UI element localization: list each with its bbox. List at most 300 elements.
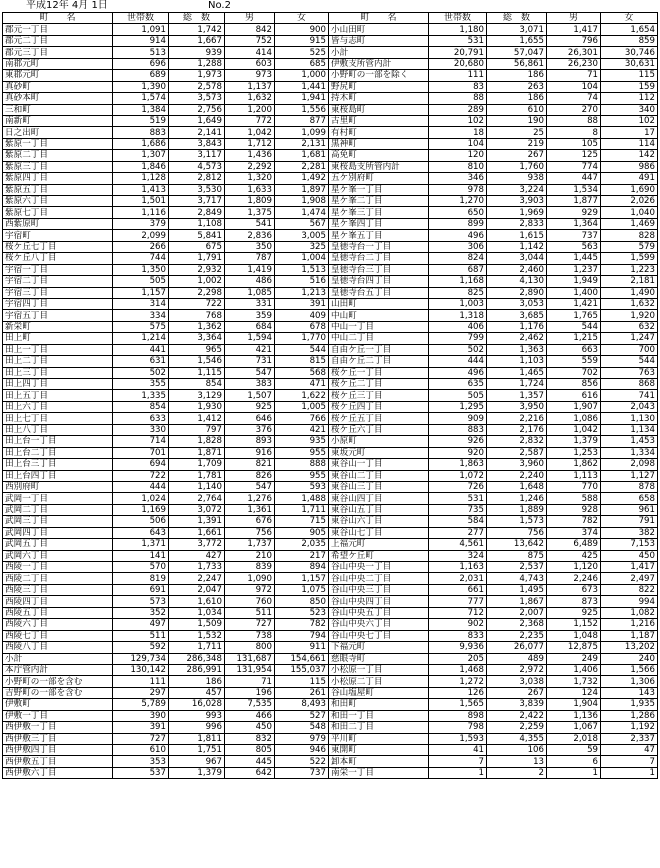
town-name-cell: 田上台三丁目 [3, 459, 113, 470]
town-name-cell: 伊敷町 [3, 699, 113, 710]
value-cell: 1,770 [275, 333, 329, 344]
value-cell: 159 [601, 81, 658, 92]
value-cell: 421 [225, 344, 275, 355]
value-cell: 340 [601, 104, 658, 115]
table-row [3, 676, 658, 687]
value-cell: 1,371 [113, 539, 169, 550]
value-cell: 3,364 [169, 333, 225, 344]
value-cell: 815 [275, 356, 329, 367]
town-name-cell: 宇宿二丁目 [3, 276, 113, 287]
value-cell: 715 [275, 516, 329, 527]
value-cell: 3,044 [487, 253, 547, 264]
value-cell: 2,047 [169, 584, 225, 595]
town-name-cell: 星ケ峯五丁目 [329, 230, 429, 241]
value-cell: 2,462 [487, 333, 547, 344]
value-cell: 2,246 [547, 573, 601, 584]
value-cell: 4,561 [429, 539, 487, 550]
table-row [3, 527, 658, 538]
value-cell: 633 [113, 413, 169, 424]
value-cell: 1,809 [225, 196, 275, 207]
value-cell: 457 [169, 687, 225, 698]
value-cell: 497 [113, 619, 169, 630]
value-cell: 610 [113, 745, 169, 756]
value-cell: 3,573 [169, 93, 225, 104]
value-cell: 2,098 [601, 459, 658, 470]
value-cell: 16,028 [169, 699, 225, 710]
value-cell: 47 [601, 745, 658, 756]
table-row [3, 413, 658, 424]
value-cell: 114 [601, 138, 658, 149]
table-row [3, 767, 658, 778]
value-cell: 1,599 [601, 253, 658, 264]
table-row [3, 470, 658, 481]
value-cell: 3,717 [169, 196, 225, 207]
value-cell: 1,436 [225, 150, 275, 161]
value-cell: 559 [547, 356, 601, 367]
value-cell: 2,832 [487, 436, 547, 447]
value-cell: 2,292 [225, 161, 275, 172]
value-cell: 2,578 [169, 81, 225, 92]
table-row [3, 630, 658, 641]
value-cell: 1,811 [169, 733, 225, 744]
town-name-cell: 宇宿五丁目 [3, 310, 113, 321]
value-cell: 1,168 [429, 276, 487, 287]
value-cell: 1,379 [169, 767, 225, 778]
value-cell: 920 [429, 447, 487, 458]
value-cell: 915 [275, 35, 329, 46]
value-cell: 1,042 [547, 424, 601, 435]
value-cell: 603 [225, 58, 275, 69]
value-cell: 1,048 [547, 630, 601, 641]
town-name-cell: 西陵一丁目 [3, 562, 113, 573]
value-cell: 8,493 [275, 699, 329, 710]
value-cell: 2,849 [169, 207, 225, 218]
value-cell: 824 [429, 253, 487, 264]
value-cell: 926 [429, 436, 487, 447]
value-cell: 791 [601, 516, 658, 527]
town-name-cell: 星ケ峯四丁目 [329, 218, 429, 229]
table-row [3, 321, 658, 332]
value-cell: 1,737 [225, 539, 275, 550]
value-cell: 115 [275, 676, 329, 687]
town-name-cell: 宇宿町 [3, 230, 113, 241]
value-cell: 2,131 [275, 138, 329, 149]
value-cell: 1,362 [169, 321, 225, 332]
value-cell: 967 [169, 756, 225, 767]
value-cell: 563 [547, 241, 601, 252]
value-cell: 965 [169, 344, 225, 355]
value-cell: 548 [275, 722, 329, 733]
value-cell: 676 [225, 516, 275, 527]
value-cell: 1,406 [547, 664, 601, 675]
table-row [3, 550, 658, 561]
value-cell: 2,812 [169, 173, 225, 184]
value-cell: 20,791 [429, 47, 487, 58]
value-cell: 756 [487, 527, 547, 538]
value-cell: 210 [225, 550, 275, 561]
value-cell: 1,649 [169, 115, 225, 126]
value-cell: 994 [601, 596, 658, 607]
value-cell: 57,047 [487, 47, 547, 58]
value-cell: 1,357 [487, 390, 547, 401]
town-name-cell: 南栄一丁目 [329, 767, 429, 778]
value-cell: 105 [547, 138, 601, 149]
value-cell: 961 [601, 504, 658, 515]
column-header-row [3, 13, 658, 24]
town-name-cell: 田上八丁目 [3, 424, 113, 435]
value-cell: 1,247 [601, 333, 658, 344]
town-name-cell: 小野町の一部を含む [3, 676, 113, 687]
value-cell: 575 [113, 321, 169, 332]
town-name-cell: 真砂本町 [3, 93, 113, 104]
value-cell: 104 [547, 81, 601, 92]
town-name-cell: 西陵六丁目 [3, 619, 113, 630]
value-cell: 756 [225, 527, 275, 538]
value-cell: 425 [547, 550, 601, 561]
value-cell: 996 [169, 722, 225, 733]
value-cell: 1,417 [601, 562, 658, 573]
town-name-cell: 宇宿一丁目 [3, 264, 113, 275]
value-cell: 678 [275, 321, 329, 332]
value-cell: 1,862 [547, 459, 601, 470]
town-name-cell: 中山町 [329, 310, 429, 321]
value-cell: 8 [547, 127, 601, 138]
value-cell: 1,930 [169, 401, 225, 412]
value-cell: 916 [225, 447, 275, 458]
table-row [3, 562, 658, 573]
value-cell: 445 [225, 756, 275, 767]
town-name-cell: 星ケ峯二丁目 [329, 196, 429, 207]
value-cell: 1,760 [487, 161, 547, 172]
value-cell: 859 [601, 35, 658, 46]
town-name-cell: 下福元町 [329, 642, 429, 653]
value-cell: 541 [225, 218, 275, 229]
value-cell: 1,742 [169, 24, 225, 35]
value-cell: 3,129 [169, 390, 225, 401]
value-cell: 9,936 [429, 642, 487, 653]
value-cell: 2,141 [169, 127, 225, 138]
value-cell: 131,687 [225, 653, 275, 664]
value-cell: 1,791 [169, 253, 225, 264]
value-cell: 854 [169, 379, 225, 390]
value-cell: 502 [429, 344, 487, 355]
town-name-cell: 南郡元町 [3, 58, 113, 69]
value-cell: 2,240 [487, 470, 547, 481]
value-cell: 4,573 [169, 161, 225, 172]
value-cell: 825 [429, 287, 487, 298]
value-cell: 766 [275, 413, 329, 424]
town-name-cell: 伊敷支所管内計 [329, 58, 429, 69]
value-cell: 544 [601, 356, 658, 367]
value-cell: 2,281 [275, 161, 329, 172]
town-name-cell: 紫原五丁目 [3, 184, 113, 195]
value-cell: 592 [113, 642, 169, 653]
value-cell: 406 [429, 321, 487, 332]
value-cell: 1,492 [275, 173, 329, 184]
value-cell: 3,071 [487, 24, 547, 35]
table-row [3, 653, 658, 664]
value-cell: 5,841 [169, 230, 225, 241]
value-cell: 1,969 [487, 207, 547, 218]
value-cell: 643 [113, 527, 169, 538]
value-cell: 1,661 [169, 527, 225, 538]
value-cell: 297 [113, 687, 169, 698]
town-name-cell: 田上町 [3, 333, 113, 344]
table-row [3, 310, 658, 321]
value-cell: 972 [225, 584, 275, 595]
col-header: 男 [547, 13, 601, 24]
value-cell: 1,711 [169, 642, 225, 653]
town-name-cell: 皇徳寺台五丁目 [329, 287, 429, 298]
value-cell: 30,631 [601, 58, 658, 69]
town-name-cell: 田上二丁目 [3, 356, 113, 367]
value-cell: 1,288 [169, 58, 225, 69]
value-cell: 1,391 [169, 516, 225, 527]
value-cell: 2,836 [225, 230, 275, 241]
value-cell: 1,690 [601, 184, 658, 195]
value-cell: 1,390 [113, 81, 169, 92]
value-cell: 1,075 [275, 584, 329, 595]
value-cell: 1,412 [169, 413, 225, 424]
value-cell: 1,488 [275, 493, 329, 504]
value-cell: 240 [601, 653, 658, 664]
value-cell: 900 [275, 24, 329, 35]
value-cell: 3,053 [487, 298, 547, 309]
value-cell: 722 [169, 298, 225, 309]
value-cell: 899 [429, 218, 487, 229]
value-cell: 1,072 [429, 470, 487, 481]
value-cell: 1,270 [429, 196, 487, 207]
town-name-cell: 自由ケ丘二丁目 [329, 356, 429, 367]
table-row [3, 573, 658, 584]
value-cell: 1,417 [547, 24, 601, 35]
value-cell: 1,115 [169, 367, 225, 378]
value-cell: 7 [601, 756, 658, 767]
table-row [3, 104, 658, 115]
value-cell: 986 [601, 161, 658, 172]
value-cell: 3,072 [169, 504, 225, 515]
value-cell: 929 [547, 207, 601, 218]
town-name-cell: 田上五丁目 [3, 390, 113, 401]
value-cell: 752 [225, 35, 275, 46]
value-cell: 18 [429, 127, 487, 138]
value-cell: 1,163 [429, 562, 487, 573]
value-cell: 1,907 [547, 401, 601, 412]
col-header: 町 名 [3, 13, 113, 24]
value-cell: 1,610 [169, 596, 225, 607]
value-cell: 334 [113, 310, 169, 321]
value-cell: 427 [169, 550, 225, 561]
value-cell: 661 [429, 584, 487, 595]
value-cell: 217 [275, 550, 329, 561]
value-cell: 126 [429, 687, 487, 698]
value-cell: 684 [225, 321, 275, 332]
value-cell: 325 [275, 241, 329, 252]
town-name-cell: 西伊敷六丁目 [3, 767, 113, 778]
value-cell: 511 [113, 630, 169, 641]
value-cell: 894 [275, 562, 329, 573]
town-name-cell: 皇徳寺台三丁目 [329, 264, 429, 275]
town-name-cell: 紫原七丁目 [3, 207, 113, 218]
value-cell: 1,120 [547, 562, 601, 573]
town-name-cell: 伊敷一丁目 [3, 710, 113, 721]
town-name-cell: 小山田町 [329, 24, 429, 35]
value-cell: 130,142 [113, 664, 169, 675]
value-cell: 522 [275, 756, 329, 767]
town-name-cell: 三和町 [3, 104, 113, 115]
town-name-cell: 黒神町 [329, 138, 429, 149]
value-cell: 973 [225, 70, 275, 81]
value-cell: 531 [429, 493, 487, 504]
value-cell: 828 [601, 230, 658, 241]
value-cell: 939 [169, 47, 225, 58]
value-cell: 2,337 [601, 733, 658, 744]
town-name-cell: 東谷山五丁目 [329, 504, 429, 515]
value-cell: 71 [547, 70, 601, 81]
value-cell: 1,137 [225, 81, 275, 92]
value-cell: 579 [601, 241, 658, 252]
town-name-cell: 谷山中央二丁目 [329, 573, 429, 584]
value-cell: 444 [429, 356, 487, 367]
town-name-cell: 武岡六丁目 [3, 550, 113, 561]
value-cell: 391 [275, 298, 329, 309]
town-name-cell: 西陵八丁目 [3, 642, 113, 653]
value-cell: 993 [169, 710, 225, 721]
value-cell: 1,724 [487, 379, 547, 390]
value-cell: 1,712 [225, 138, 275, 149]
value-cell: 289 [429, 104, 487, 115]
value-cell: 1,272 [429, 676, 487, 687]
town-name-cell: 西陵二丁目 [3, 573, 113, 584]
value-cell: 873 [547, 596, 601, 607]
value-cell: 1,003 [429, 298, 487, 309]
value-cell: 1,941 [275, 93, 329, 104]
town-name-cell: 小野町の一部を除く [329, 70, 429, 81]
value-cell: 519 [113, 115, 169, 126]
town-name-cell: 紫原二丁目 [3, 150, 113, 161]
value-cell: 768 [169, 310, 225, 321]
value-cell: 26,077 [487, 642, 547, 653]
value-cell: 26,230 [547, 58, 601, 69]
town-name-cell: 郡元一丁目 [3, 24, 113, 35]
value-cell: 1,513 [275, 264, 329, 275]
value-cell: 2,972 [487, 664, 547, 675]
town-name-cell: 東谷山三丁目 [329, 481, 429, 492]
value-cell: 1,157 [275, 573, 329, 584]
value-cell: 760 [225, 596, 275, 607]
town-name-cell: 西陵七丁目 [3, 630, 113, 641]
table-row [3, 58, 658, 69]
value-cell: 3,530 [169, 184, 225, 195]
value-cell: 567 [275, 218, 329, 229]
value-cell: 1,501 [113, 196, 169, 207]
value-cell: 826 [225, 470, 275, 481]
value-cell: 1,655 [487, 35, 547, 46]
town-name-cell: 星ケ峯一丁目 [329, 184, 429, 195]
town-name-cell: 桜ケ丘四丁目 [329, 401, 429, 412]
value-cell: 868 [601, 379, 658, 390]
table-row [3, 642, 658, 653]
value-cell: 770 [547, 481, 601, 492]
value-cell: 819 [113, 573, 169, 584]
value-cell: 787 [225, 253, 275, 264]
value-cell: 379 [113, 218, 169, 229]
value-cell: 1,099 [275, 127, 329, 138]
value-cell: 1,574 [113, 93, 169, 104]
value-cell: 1,573 [487, 516, 547, 527]
value-cell: 1,286 [601, 710, 658, 721]
value-cell: 391 [113, 722, 169, 733]
value-cell: 155,037 [275, 664, 329, 675]
value-cell: 421 [275, 424, 329, 435]
town-name-cell: 西陵四丁目 [3, 596, 113, 607]
col-header: 世帯数 [429, 13, 487, 24]
town-name-cell: 西紫原町 [3, 218, 113, 229]
value-cell: 925 [225, 401, 275, 412]
value-cell: 71 [225, 676, 275, 687]
value-cell: 1,732 [547, 676, 601, 687]
town-name-cell: 宇宿四丁目 [3, 298, 113, 309]
table-row [3, 504, 658, 515]
value-cell: 782 [275, 619, 329, 630]
value-cell: 12,875 [547, 642, 601, 653]
value-cell: 1,034 [169, 607, 225, 618]
value-cell: 112 [601, 93, 658, 104]
town-name-cell: 武岡四丁目 [3, 527, 113, 538]
town-name-cell: 東桜島支所管内計 [329, 161, 429, 172]
value-cell: 955 [275, 470, 329, 481]
value-cell: 1,846 [113, 161, 169, 172]
value-cell: 1,000 [275, 70, 329, 81]
table-row [3, 607, 658, 618]
value-cell: 143 [601, 687, 658, 698]
town-name-cell: 谷山中央三丁目 [329, 584, 429, 595]
town-name-cell: 中山二丁目 [329, 333, 429, 344]
value-cell: 324 [429, 550, 487, 561]
table-row [3, 150, 658, 161]
value-cell: 190 [487, 115, 547, 126]
town-name-cell: 田上三丁目 [3, 367, 113, 378]
value-cell: 738 [225, 630, 275, 641]
town-name-cell: 小計 [3, 653, 113, 664]
value-cell: 1 [547, 767, 601, 778]
table-row [3, 379, 658, 390]
table-row [3, 230, 658, 241]
value-cell: 1,867 [487, 596, 547, 607]
value-cell: 355 [113, 379, 169, 390]
value-cell: 727 [225, 619, 275, 630]
town-name-cell: 東谷山二丁目 [329, 470, 429, 481]
table-row [3, 264, 658, 275]
value-cell: 186 [487, 93, 547, 104]
value-cell: 3,950 [487, 401, 547, 412]
value-cell: 1,400 [547, 287, 601, 298]
town-name-cell: 山田町 [329, 298, 429, 309]
value-cell: 17 [601, 127, 658, 138]
value-cell: 737 [547, 230, 601, 241]
town-name-cell: 桜ケ丘二丁目 [329, 379, 429, 390]
town-name-cell: 武岡一丁目 [3, 493, 113, 504]
town-name-cell: 田上四丁目 [3, 379, 113, 390]
value-cell: 905 [275, 527, 329, 538]
value-cell: 568 [275, 367, 329, 378]
value-cell: 25 [487, 127, 547, 138]
value-cell: 314 [113, 298, 169, 309]
value-cell: 850 [275, 596, 329, 607]
value-cell: 1,216 [601, 619, 658, 630]
value-cell: 1,214 [113, 333, 169, 344]
table-row [3, 173, 658, 184]
